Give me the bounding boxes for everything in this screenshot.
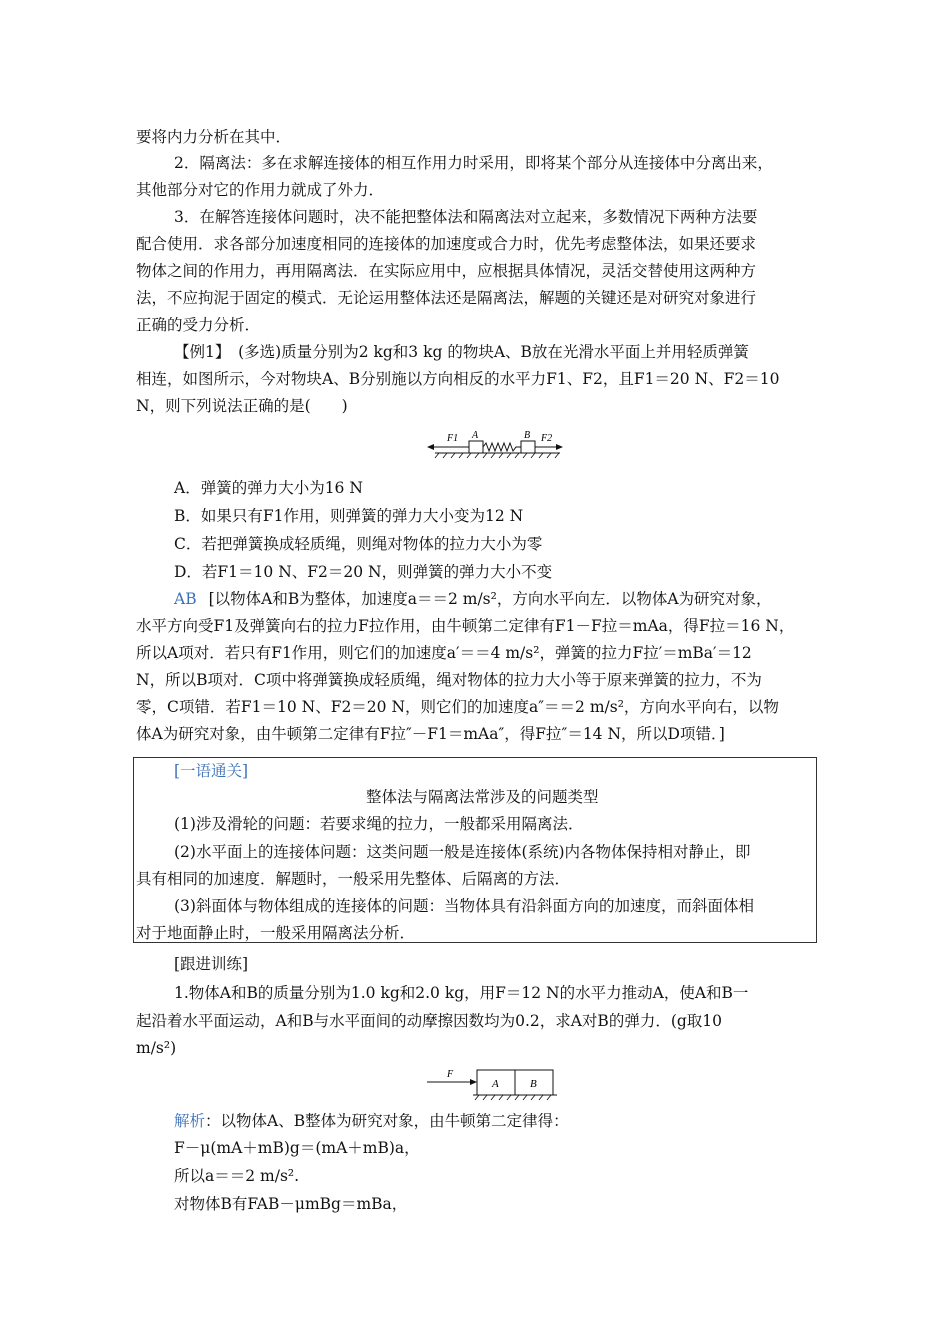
- summary-line: (1)涉及滑轮的问题：若要求绳的拉力，一般都采用隔离法．: [174, 815, 584, 833]
- answer-line: N，所以B项对．C项中将弹簧换成轻质绳，绳对物体的拉力大小等于原来弹簧的拉力，不为: [136, 671, 762, 689]
- label-f2: F2: [541, 433, 553, 444]
- text-line: 其他部分对它的作用力就成了外力．: [136, 181, 385, 199]
- text-line: 要将内力分析在其中．: [136, 128, 292, 146]
- answer-label: AB: [174, 590, 197, 608]
- arrow-left-icon: [427, 444, 434, 450]
- text-line: 法，不应拘泥于固定的模式．无论运用整体法还是隔离法，解题的关键还是对研究对象进行: [136, 289, 757, 307]
- pushed-blocks-figure: [425, 1066, 560, 1102]
- label-b: B: [530, 1078, 537, 1090]
- answer-line: 所以A项对．若只有F1作用，则它们的加速度a′＝＝4 m/s²，弹簧的拉力F拉′＝mBa′＝12: [136, 644, 752, 662]
- text-line: 3．在解答连接体问题时，决不能把整体法和隔离法对立起来，多数情况下两种方法要: [174, 208, 758, 226]
- text-line: N，则下列说法正确的是( ): [136, 397, 348, 415]
- text-line: 物体之间的作用力，再用隔离法．在实际应用中，应根据具体情况，灵活交替使用这两种方: [136, 262, 757, 280]
- answer-line: 零，C项错．若F1＝10 N、F2＝20 N，则它们的加速度a″＝＝2 m/s²，方向水平向右，以物: [136, 698, 779, 716]
- solution-first-line: [174, 1111, 569, 1131]
- answer-line: 体A为研究对象，由牛顿第二定律有F拉″－F1＝mAa″，得F拉″＝14 N，所以D项错．]: [136, 725, 725, 743]
- followup-line: m/s²): [136, 1039, 177, 1057]
- label-a: A: [472, 430, 479, 441]
- label-a: A: [492, 1078, 499, 1090]
- summary-tag: [一语通关]: [174, 762, 249, 780]
- solution-line: 所以a＝＝2 m/s².: [174, 1167, 300, 1185]
- solution-label: 解析: [174, 1112, 206, 1130]
- summary-line: (2)水平面上的连接体问题：这类问题一般是连接体(系统)内各物体保持相对静止，即: [174, 843, 751, 861]
- spring-blocks-figure: [425, 428, 565, 468]
- label-f1: F1: [447, 433, 459, 444]
- followup-heading: [跟进训练]: [174, 955, 249, 973]
- answer-first-line: [174, 589, 772, 609]
- block-b: [521, 441, 535, 453]
- option-b: B．如果只有F1作用，则弹簧的弹力大小变为12 N: [174, 507, 524, 525]
- spring: [483, 443, 521, 451]
- solution-text: ：以物体A、B整体为研究对象，由牛顿第二定律得：: [205, 1112, 569, 1130]
- summary-line: 具有相同的加速度．解题时，一般采用先整体、后隔离的方法．: [136, 870, 571, 888]
- label-f: F: [447, 1069, 454, 1080]
- followup-line: 起沿着水平面运动，A和B与水平面间的动摩擦因数均为0.2，求A对B的弹力．(g取10: [136, 1012, 723, 1030]
- arrow-right-icon: [470, 1079, 477, 1085]
- solution-line: F－μ(mA＋mB)g＝(mA＋mB)a，: [174, 1139, 420, 1157]
- summary-title: 整体法与隔离法常涉及的问题类型: [366, 788, 599, 806]
- summary-line: (3)斜面体与物体组成的连接体的问题：当物体具有沿斜面方向的加速度，而斜面体相: [174, 897, 754, 915]
- answer-text: [以物体A和B为整体，加速度a＝＝2 m/s²，方向水平向左．以物体A为研究对象，: [208, 590, 772, 608]
- text-line: 相连，如图所示，今对物块A、B分别施以方向相反的水平力F1、F2，且F1＝20 N、F2＝10: [136, 370, 780, 388]
- text-line: 配合使用．求各部分加速度相同的连接体的加速度或合力时，优先考虑整体法，如果还要求: [136, 235, 757, 253]
- arrow-right-icon: [556, 444, 563, 450]
- text-line: 正确的受力分析．: [136, 316, 261, 334]
- followup-line: 1.物体A和B的质量分别为1.0 kg和2.0 kg，用F＝12 N的水平力推动A，使A和B一: [174, 984, 749, 1002]
- answer-line: 水平方向受F1及弹簧向右的拉力F拉作用，由牛顿第二定律有F1－F拉＝mAa，得F拉＝16 N，: [136, 617, 795, 635]
- label-b: B: [524, 430, 531, 441]
- option-a: A．弹簧的弹力大小为16 N: [174, 479, 363, 497]
- text-line: 2．隔离法：多在求解连接体的相互作用力时采用，即将某个部分从连接体中分离出来，: [174, 154, 773, 172]
- option-c: C．若把弹簧换成轻质绳，则绳对物体的拉力大小为零: [174, 535, 543, 553]
- solution-line: 对物体B有FAB－μmBg＝mBa，: [174, 1195, 408, 1213]
- block-a: [469, 441, 483, 453]
- example-heading: 【例1】 (多选)质量分别为2 kg和3 kg 的物块A、B放在光滑水平面上并用轻质弹簧: [174, 343, 749, 361]
- option-d: D．若F1＝10 N、F2＝20 N，则弹簧的弹力大小不变: [174, 563, 553, 581]
- summary-line: 对于地面静止时，一般采用隔离法分析．: [136, 924, 416, 942]
